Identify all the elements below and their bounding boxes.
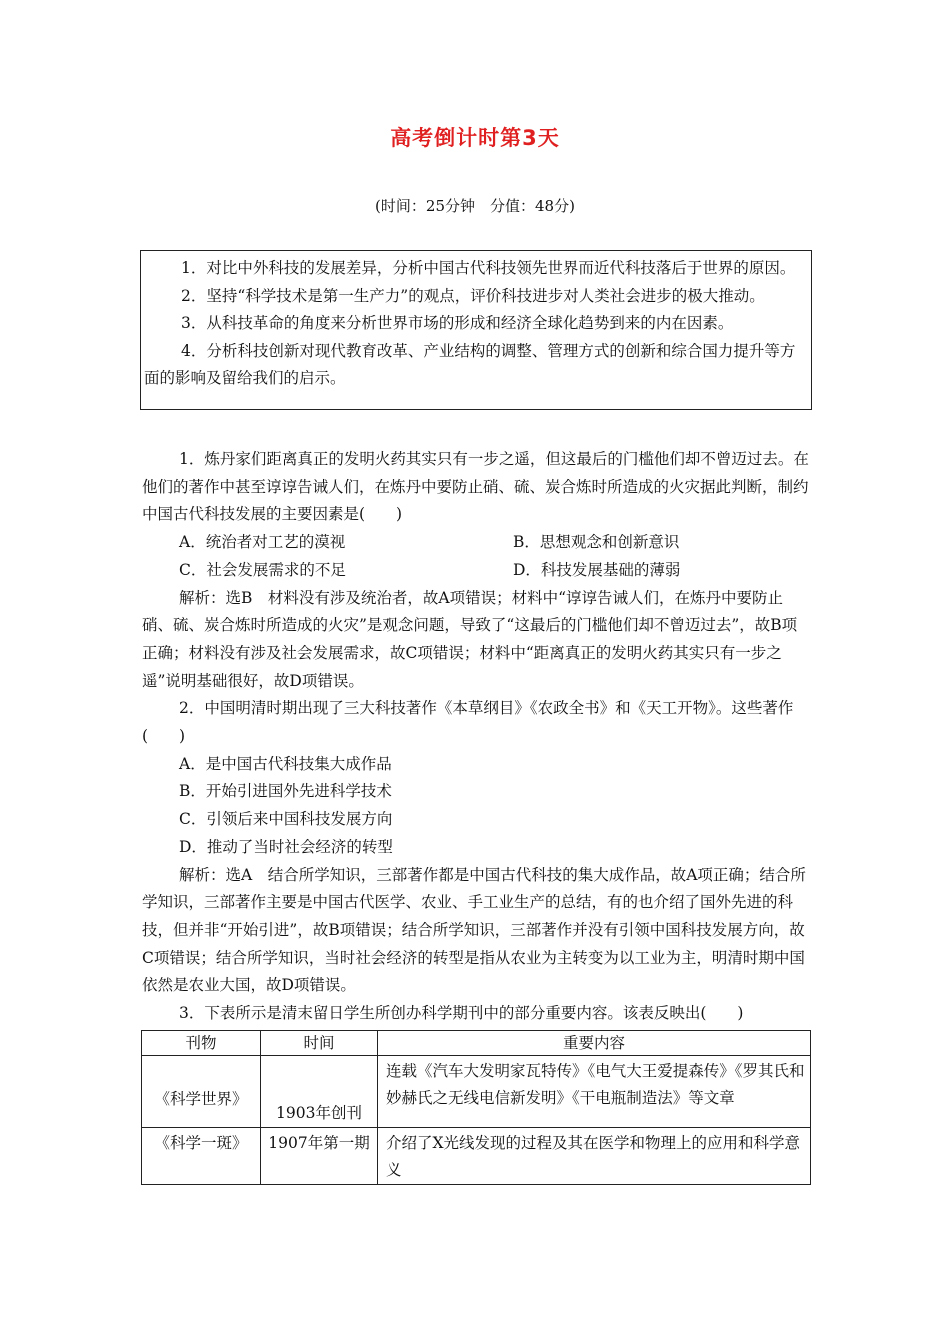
table-row [142, 1128, 811, 1185]
option-d: D．科技发展基础的薄弱 [513, 560, 681, 579]
periodicals-table [141, 1030, 811, 1185]
table-row [142, 1056, 811, 1128]
question-2-analysis: 解析：选A 结合所学知识，三部著作都是中国古代科技的集大成作品，故A项正确；结合所学知识，三部著作主要是中国古代医学、农业、手工业生产的总结，有的也介绍了国外先进的科技，但并非“开始引进”，故B项错误；结合所学知识，三部著作并没有引领中国科技发展方向，故C项错误；结合所学知识，当时社会经济的转型是指从农业为主转变为以工业为主，明清时期中国依然是农业大国，故D项错误。 [142, 865, 806, 995]
table-cell: 连载《汽车大发明家瓦特传》《电气大王爱提森传》《罗其氏和妙赫氏之无线电信新发明》《干电瓶制造法》等文章 [378, 1056, 811, 1128]
goal-item: 1．对比中外科技的发展差异，分析中国古代科技领先世界而近代科技落后于世界的原因。 [181, 259, 796, 277]
option-b: B．思想观念和创新意识 [513, 533, 680, 552]
page-title: 高考倒计时第3天 [390, 126, 560, 150]
table-cell: 《科学一斑》 [142, 1128, 261, 1185]
option-a: A．是中国古代科技集大成作品 [179, 754, 392, 773]
goal-item: 4．分析科技创新对现代教育改革、产业结构的调整、管理方式的创新和综合国力提升等方面的影响及留给我们的启示。 [144, 341, 796, 387]
option-c: C．社会发展需求的不足 [179, 560, 346, 579]
table-cell: 1907年第一期 [261, 1128, 378, 1185]
option-d: D．推动了当时社会经济的转型 [179, 837, 393, 856]
goal-item: 2．坚持“科学技术是第一生产力”的观点，评价科技进步对人类社会进步的极大推动。 [181, 286, 765, 305]
question-3-stem: 3．下表所示是清末留日学生所创办科学期刊中的部分重要内容。该表反映出( ) [179, 1004, 744, 1023]
question-1-analysis: 解析：选B 材料没有涉及统治者，故A项错误；材料中“谆谆告诫人们，在炼丹中要防止硝、硫、炭合炼时所造成的火灾”是观念问题，导致了“这最后的门槛他们却不曾迈过去”，故B项正确；材料没有涉及社会发展需求，故C项错误；材料中“距离真正的发明火药其实只有一步之遥”说明基础很好，故D项错误。 [142, 588, 798, 690]
option-b: B．开始引进国外先进科学技术 [179, 782, 392, 801]
table-header: 刊物 [142, 1031, 261, 1056]
question-1-options-row [142, 529, 810, 557]
question-1-stem: 1．炼丹家们距离真正的发明火药其实只有一步之遥，但这最后的门槛他们却不曾迈过去。在他们的著作中甚至谆谆告诫人们，在炼丹中要防止硝、硫、炭合炼时所造成的火灾据此判断，制约中国古代科技发展的主要因素是( ) [142, 450, 809, 524]
goal-item: 3．从科技革命的角度来分析世界市场的形成和经济全球化趋势到来的内在因素。 [181, 314, 734, 332]
question-2-stem: 2．中国明清时期出现了三大科技著作《本草纲目》《农政全书》和《天工开物》。这些著作( ) [142, 699, 794, 746]
question-1-options-row [142, 557, 810, 585]
questions [142, 446, 810, 1028]
table-header-row [142, 1031, 811, 1056]
table-cell: 介绍了X光线发现的过程及其在医学和物理上的应用和科学意义 [378, 1128, 811, 1185]
learning-goals-box [140, 250, 812, 410]
table-cell: 1903年创刊 [261, 1056, 378, 1128]
table-header: 时间 [261, 1031, 378, 1056]
option-c: C．引领后来中国科技发展方向 [179, 810, 393, 829]
table-cell: 《科学世界》 [142, 1056, 261, 1128]
time-score-info: (时间：25分钟 分值：48分) [375, 197, 575, 215]
option-a: A．统治者对工艺的漠视 [179, 533, 346, 552]
table-header: 重要内容 [378, 1031, 811, 1056]
